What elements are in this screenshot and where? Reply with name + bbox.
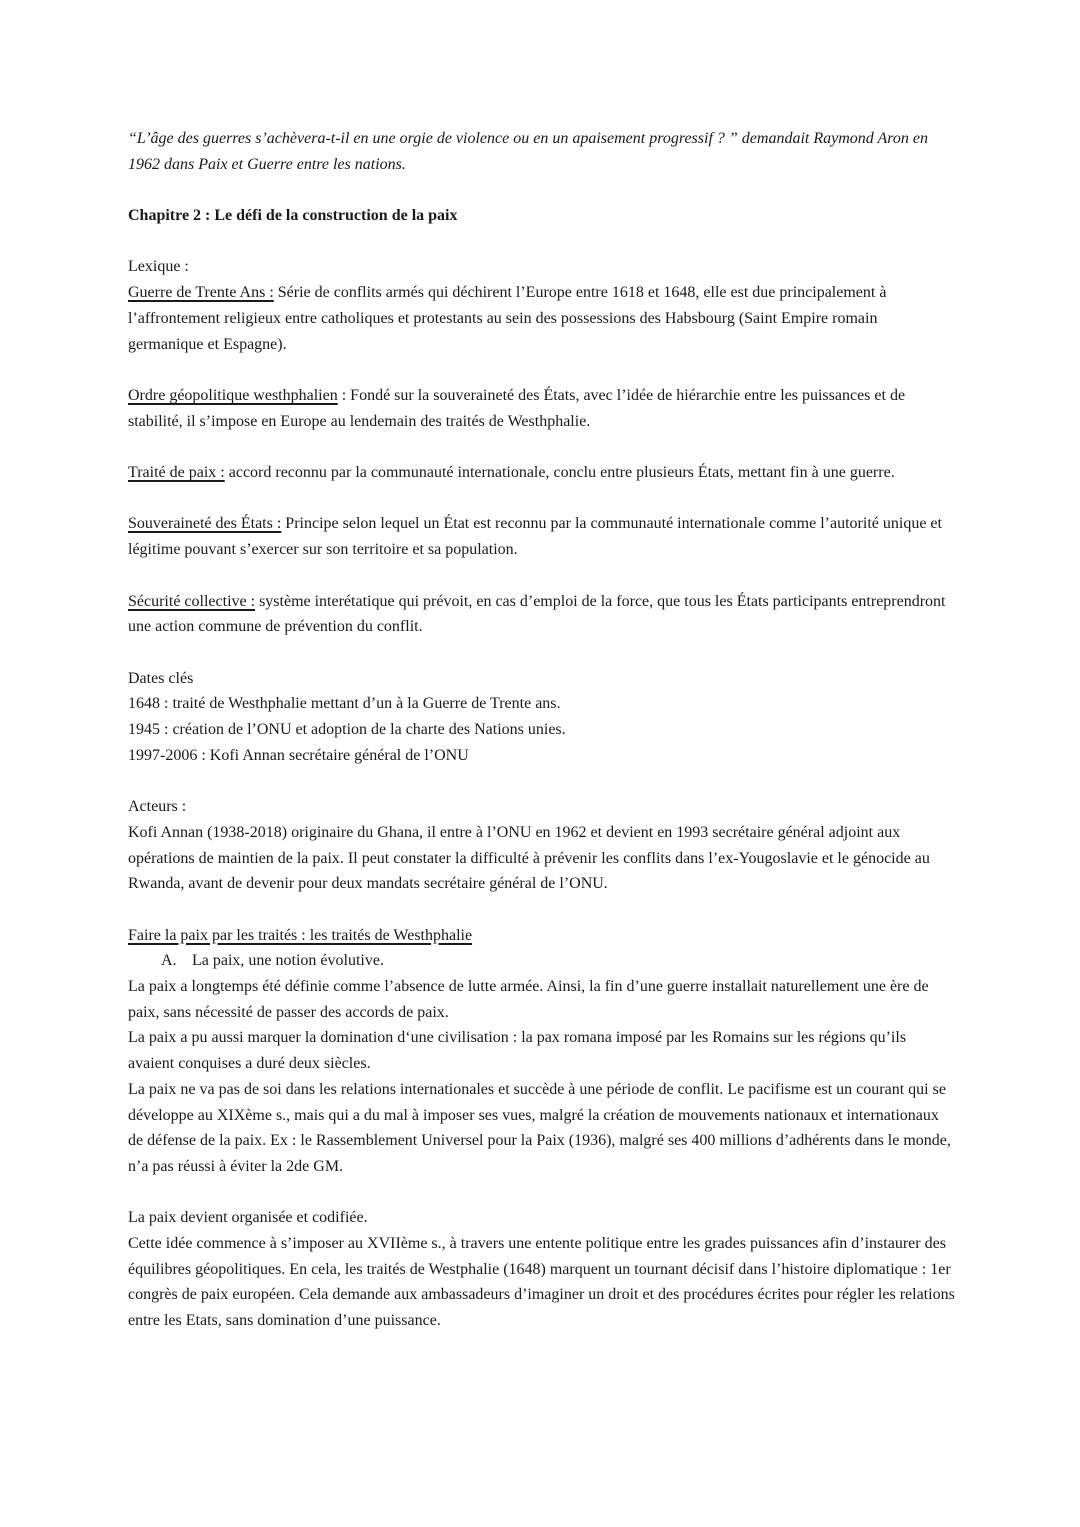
lexique-term: Souveraineté des États : (128, 515, 282, 533)
intro-quote: “L’âge des guerres s’achèvera-t-il en une orgie de violence ou en un apaisement progressif ? ” demandait Raymond Aron en 1962 dans Paix et Guerre entre les nations. (128, 130, 928, 173)
subsection-letter: A. (161, 952, 177, 970)
lexique-definition: : Fondé sur la souveraineté des États, avec l’idée de hiérarchie entre les puissances et de stabilité, il s’impose en Europe au lendemain des traités de Westhphalie. (128, 386, 906, 430)
chapter-title: Chapitre 2 : Le défi de la construction de la paix (128, 207, 458, 225)
lexique-term: Guerre de Trente Ans : (128, 284, 274, 302)
lexique-term: Traité de paix : (128, 464, 225, 482)
acteurs-text: Kofi Annan (1938-2018) originaire du Ghana, il entre à l’ONU en 1962 et devient en 1993 secrétaire général adjoint aux opérations de maintien de la paix. Il peut constater la difficulté à prévenir les conflits dans l’ex-Yougoslavie et le génocide au Rwanda, avant de devenir pour deux mandats secrétaire général de l’ONU. (128, 823, 930, 893)
lexique-definition: Série de conflits armés qui déchirent l’Europe entre 1618 et 1648, elle est due principalement à l’affrontement religieux entre catholiques et protestants au sein des possessions des Habsbourg (Saint Empire romain germanique et Espagne). (128, 284, 887, 353)
date-item: 1945 : création de l’ONU et adoption de la charte des Nations unies. (128, 721, 566, 739)
acteurs-heading: Acteurs : (128, 798, 187, 816)
subsection-title-text: La paix, une notion évolutive. (192, 952, 384, 970)
lexique-heading: Lexique : (128, 258, 189, 276)
subsection-title (128, 948, 956, 974)
body-paragraph: Cette idée commence à s’imposer au XVIIème s., à travers une entente politique entre les grades puissances afin d’instaurer des équilibres géopolitiques. En cela, les traités de Westphalie (1648) marquent un tournant décisif dans l’histoire diplomatique : 1er congrès de paix européen. Cela demande aux ambassadeurs d’imaginer un droit et des procédures écrites pour régler les relations entre les Etats, sans domination d’une puissance. (128, 1235, 955, 1330)
body-paragraph: La paix devient organisée et codifiée. (128, 1209, 368, 1227)
section-heading (128, 923, 956, 949)
body-paragraph: La paix ne va pas de soi dans les relations internationales et succède à une période de conflit. Le pacifisme est un courant qui se développe au XIXème s., mais qui a du mal à imposer ses vues, malgré la création de mouvements nationaux et internationaux de défense de la paix. Ex : le Rassemblement Universel pour la Paix (1936), malgré ses 400 millions d’adhérents dans le monde, n’a pas réussi à éviter la 2de GM. (128, 1080, 951, 1175)
section-heading-text: Faire la paix par les traités : les traités de Westhphalie (128, 926, 473, 944)
lexique-entry (128, 589, 956, 640)
lexique-definition: Principe selon lequel un État est reconnu par la communauté internationale comme l’autorité unique et légitime pouvant s’exercer sur son territoire et sa population. (128, 515, 942, 559)
lexique-entry (128, 460, 956, 486)
lexique-term: Sécurité collective : (128, 592, 256, 610)
lexique-entry (128, 511, 956, 562)
lexique-definition: système interétatique qui prévoit, en cas d’emploi de la force, que tous les États participants entreprendront une action commune de prévention du conflit. (128, 592, 946, 636)
document-page (128, 126, 956, 1334)
lexique-entry (128, 383, 956, 434)
dates-heading: Dates clés (128, 669, 194, 687)
date-item: 1648 : traité de Westhphalie mettant d’un à la Guerre de Trente ans. (128, 695, 561, 713)
body-paragraph: La paix a pu aussi marquer la domination d‘une civilisation : la pax romana imposé par les Romains sur les régions qu’ils avaient conquises a duré deux siècles. (128, 1029, 907, 1073)
lexique-definition: accord reconnu par la communauté internationale, conclu entre plusieurs États, mettant fin à une guerre. (224, 464, 895, 482)
lexique-term: Ordre géopolitique westhphalien (128, 386, 338, 404)
body-paragraph: La paix a longtemps été définie comme l’absence de lutte armée. Ainsi, la fin d’une guerre installait naturellement une ère de paix, sans nécessité de passer des accords de paix. (128, 978, 929, 1021)
date-item: 1997-2006 : Kofi Annan secrétaire général de l’ONU (128, 746, 469, 764)
lexique-entry (128, 280, 956, 357)
